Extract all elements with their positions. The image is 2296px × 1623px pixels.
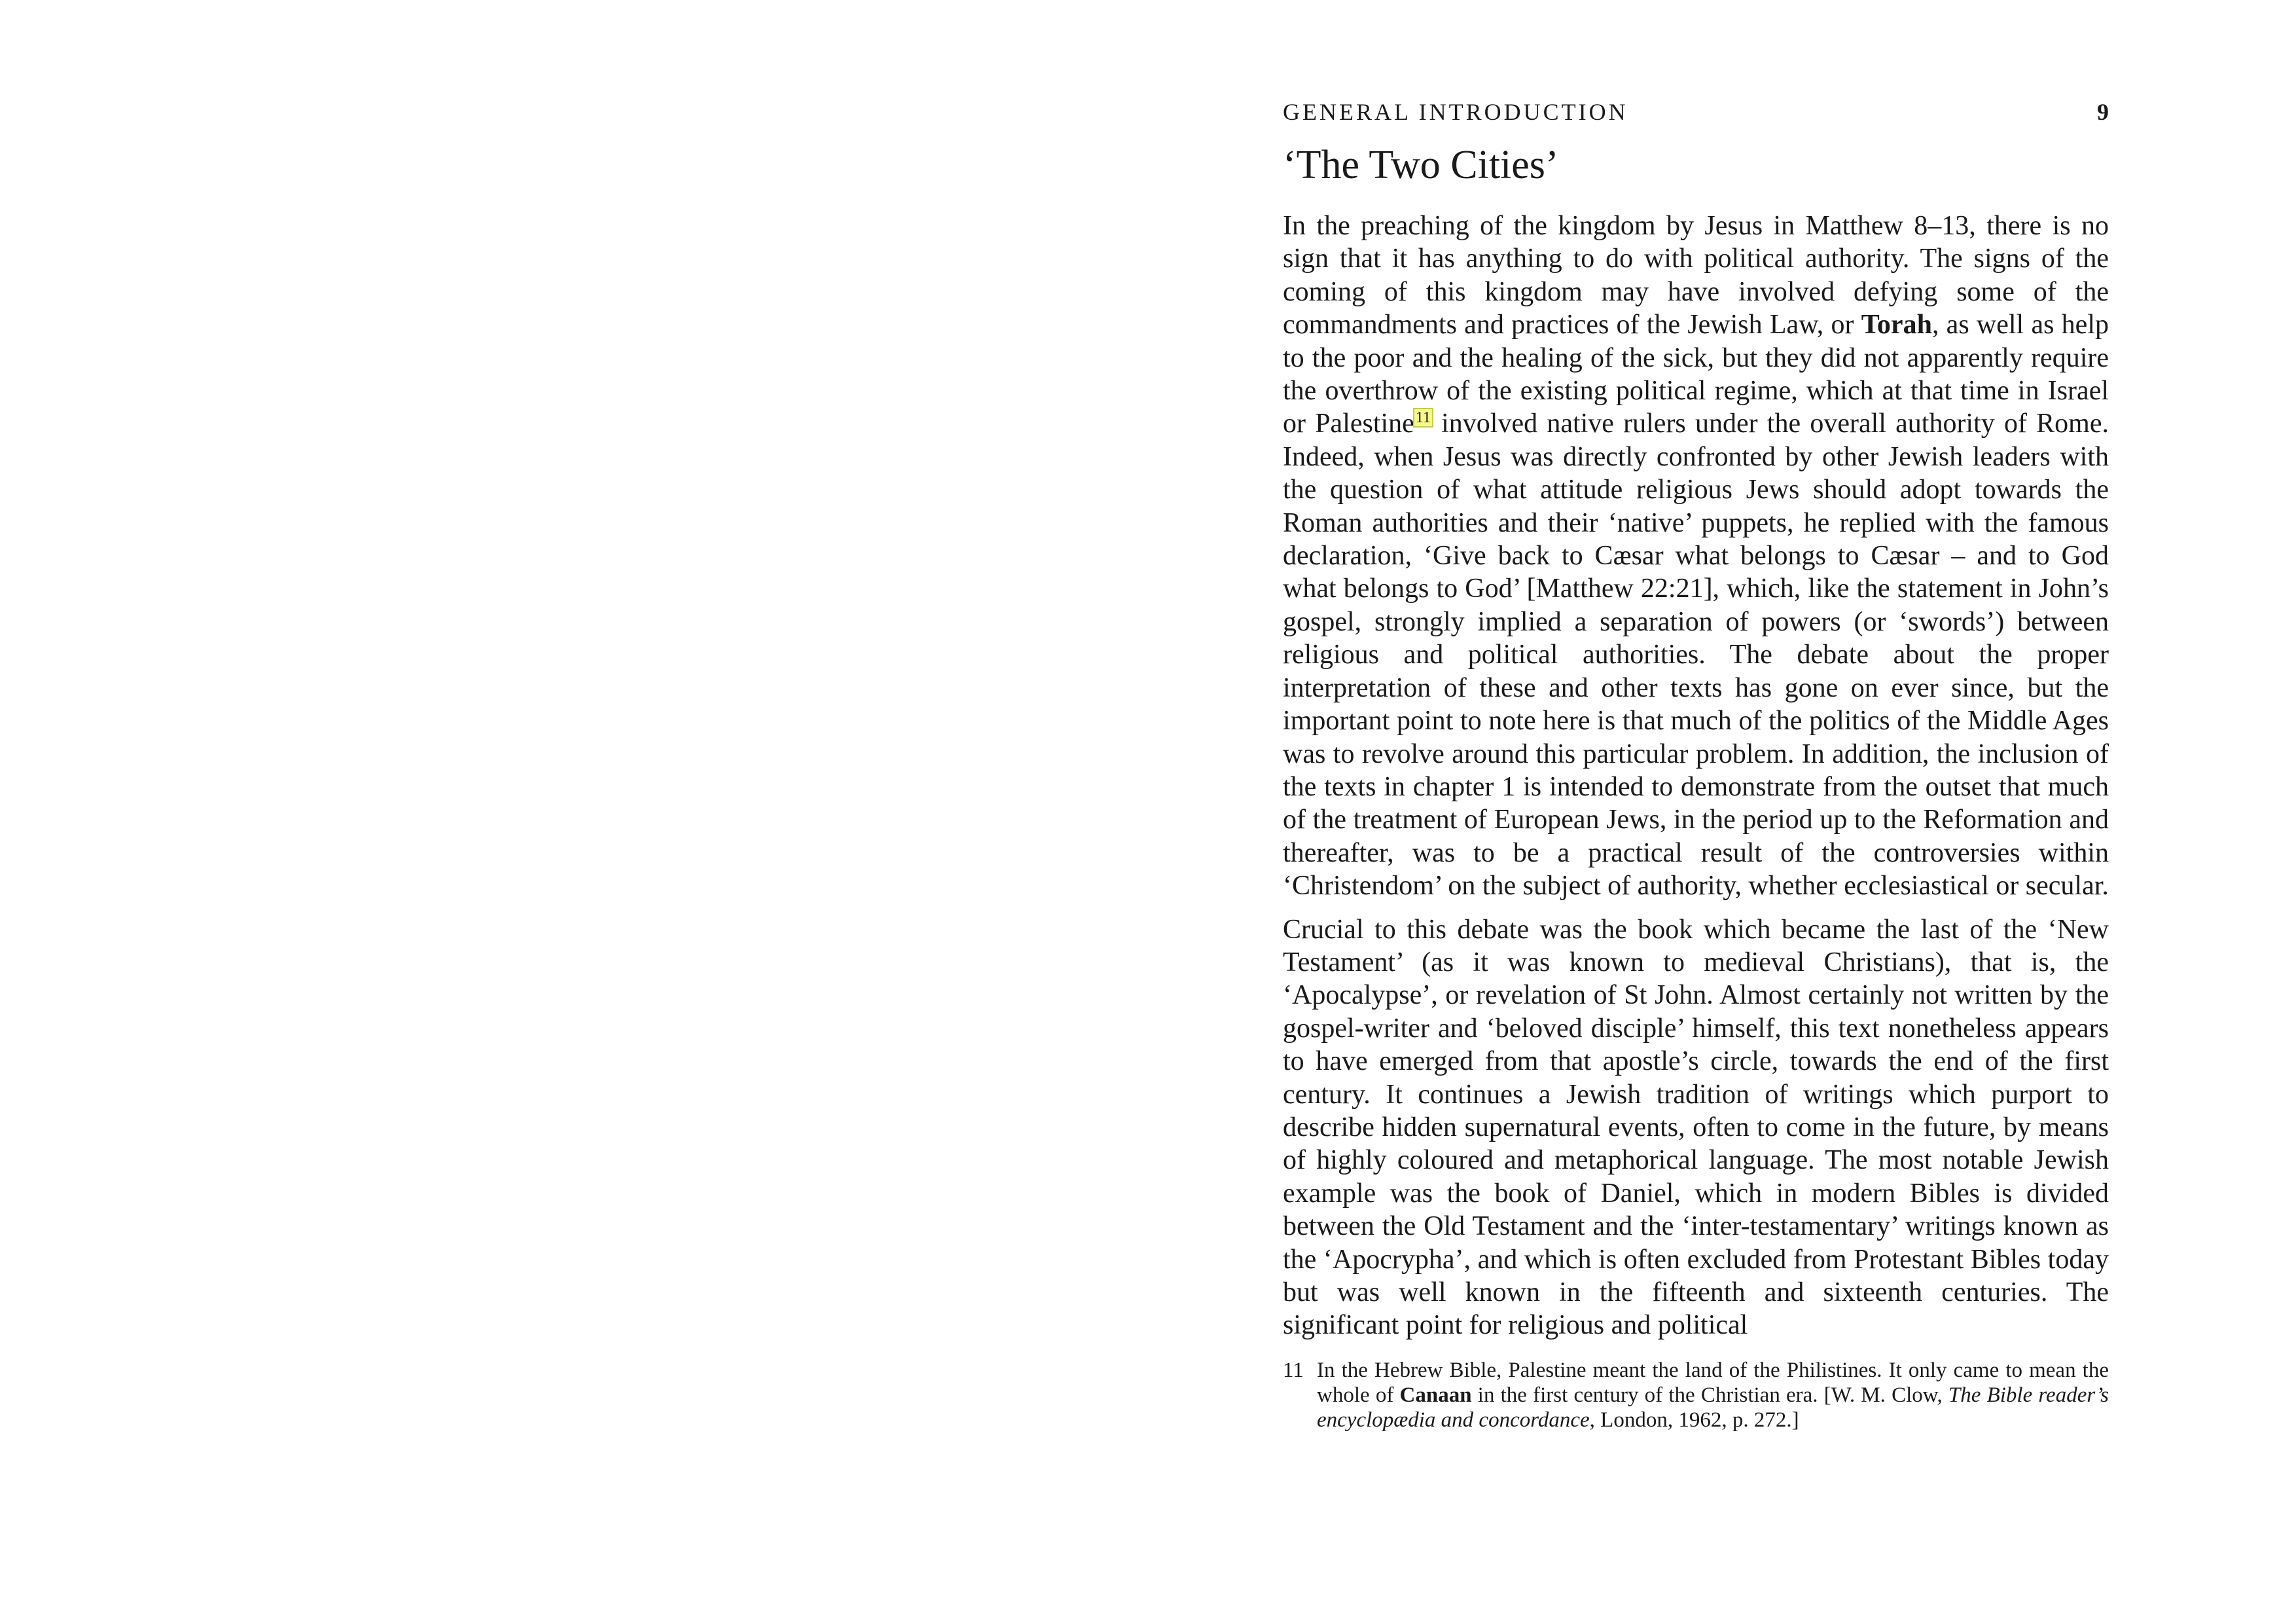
- paragraph-1: [1283, 210, 2109, 903]
- section-title: ‘The Two Cities’: [1283, 143, 1559, 187]
- footnote-number: 11: [1283, 1358, 1304, 1382]
- paragraph-1-text-b: , as well as help to the poor and the healing of the sick, but they did not apparently require the overthrow of the existing political regime, which at that time in Israel or Palestine: [1283, 310, 2109, 439]
- footnote-text: [1317, 1358, 2109, 1432]
- paragraph-2: Crucial to this debate was the book which became the last of the ‘New Testament’ (as it was known to medieval Christians), that is, the ‘Apocalypse’, or revelation of St John. Almost certainly not written by the gospel-writer and ‘beloved disciple’ himself, this text nonetheless appears to have emerged from that apostle’s circle, towards the end of the first century. It continues a Jewish tradition of writings which purport to describe hidden supernatural events, often to come in the future, by means of highly coloured and metaphorical language. The most notable Jewish example was the book of Daniel, which in modern Bibles is divided between the Old Testament and the ‘inter-testamentary’ writings known as the ‘Apocrypha’, and which is often excluded from Protestant Bibles today but was well known in the fifteenth and sixteenth centuries. The significant point for religious and political: [1283, 914, 2109, 1341]
- paragraph-1-text-a: In the preaching of the kingdom by Jesus in Matthew 8–13, there is no sign that it has anything to do with political authority. The signs of the coming of this kingdom may have involved defying some of the commandments and practices of the Jewish Law, or: [1283, 211, 2109, 340]
- text-block: [1283, 98, 2109, 1432]
- running-head-title: GENERAL INTRODUCTION: [1283, 99, 1628, 125]
- paragraph-1-text-c: involved native rulers under the overall authority of Rome. Indeed, when Jesus was directly confronted by other Jewish leaders with the question of what attitude religious Jews should adopt towards the Roman authorities and their ‘native’ puppets, he replied with the famous declaration, ‘Give back to Cæsar what belongs to Cæsar – and to God what belongs to God’ [Matthew 22:21], which, like the statement in John’s gospel, strongly implied a separation of powers (or ‘swords’) between religious and political authorities. The debate about the proper interpretation of these and other texts has gone on ever since, but the important point to note here is that much of the politics of the Middle Ages was to revolve around this particular problem. In addition, the inclusion of the texts in chapter 1 is intended to demonstrate from the outset that much of the treatment of European Jews, in the period up to the Reformation and thereafter, was to be a practical result of the controversies within ‘Christendom’ on the subject of authority, whether ecclesiastical or secular.: [1283, 409, 2109, 902]
- footnotes: [1283, 1358, 2109, 1432]
- footnote-11: [1283, 1358, 2109, 1432]
- footnote-marker-link[interactable]: 11: [1415, 409, 1431, 427]
- term-torah: Torah: [1861, 310, 1932, 340]
- term-canaan: Canaan: [1399, 1383, 1472, 1407]
- footnote-text-c: , London, 1962, p. 272.]: [1589, 1408, 1799, 1432]
- running-head: [1283, 98, 2109, 134]
- footnote-book-title: The Bible reader’s encyclopædia and concordance: [1317, 1383, 2109, 1432]
- footnote-text-a: In the Hebrew Bible, Palestine meant the land of the Philistines. It only came to mean the whole of: [1317, 1358, 2109, 1407]
- footnote-text-b: in the first century of the Christian era. [W. M. Clow,: [1471, 1383, 1948, 1407]
- page-number: 9: [2097, 99, 2109, 125]
